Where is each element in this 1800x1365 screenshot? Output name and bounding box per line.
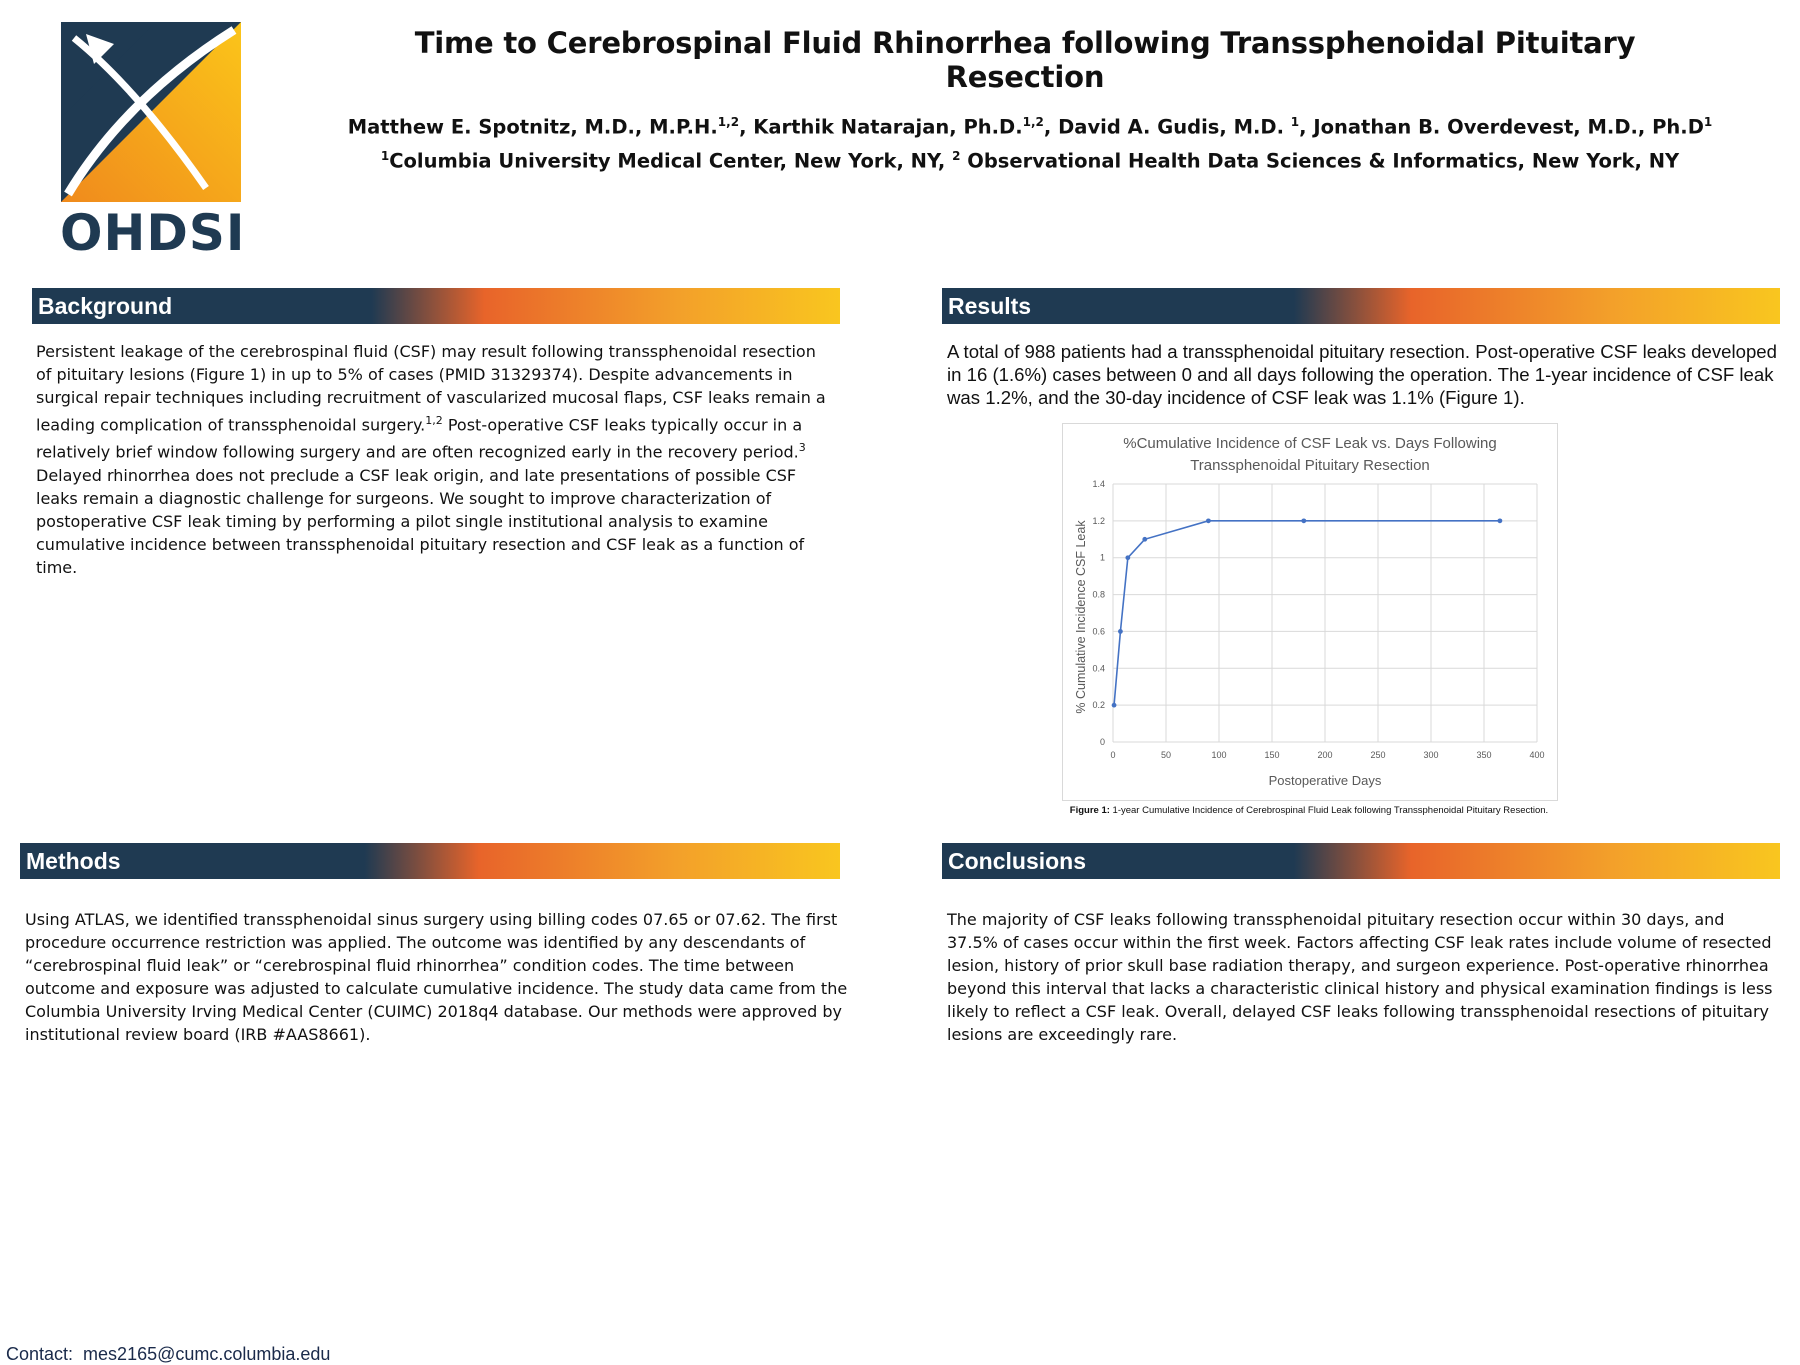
- chart-data-point: [1118, 629, 1123, 634]
- author-affiliation-sup: 1: [1703, 115, 1713, 129]
- chart-x-tick-label: 300: [1423, 750, 1439, 760]
- chart-y-tick-label: 0.8: [1092, 589, 1105, 600]
- chart-data-point: [1301, 518, 1306, 523]
- chart-y-tick-label: 0: [1099, 737, 1105, 747]
- ohdsi-logo: [56, 18, 248, 262]
- author-affiliation-sup: 1,2: [1022, 115, 1044, 129]
- chart-x-tick-label: 150: [1264, 750, 1280, 760]
- chart-data-point: [1206, 518, 1211, 523]
- chart-y-tick-label: 1: [1099, 552, 1105, 563]
- affiliation-sup: 2: [952, 148, 961, 163]
- background-heading: Background: [32, 288, 840, 324]
- chart-x-tick-label: 50: [1160, 750, 1172, 760]
- cumulative-incidence-chart: [1062, 423, 1558, 801]
- affiliation-line: [330, 142, 1730, 176]
- author-name: Matthew E. Spotnitz, M.D., M.P.H.: [347, 115, 718, 139]
- chart-series-line: [1114, 521, 1500, 705]
- contact-email[interactable]: mes2165@cumc.columbia.edu: [83, 1344, 331, 1364]
- background-text-part: Post-operative CSF leaks typically occur in a relatively brief window following surgery and are often recognized early in the recovery period.: [36, 415, 803, 462]
- contact-line: [6, 1344, 330, 1365]
- conclusions-heading: Conclusions: [942, 843, 1780, 879]
- chart-x-tick-label: 350: [1476, 750, 1492, 760]
- figure-caption: [1062, 805, 1556, 816]
- methods-text: Using ATLAS, we identified transsphenoidal sinus surgery using billing codes 07.65 or 07.62. The first procedure occurrence restriction was applied. The outcome was identified by any descendants of “cerebrospinal fluid leak” or “cerebrospinal fluid rhinorrhea” condition codes. The time between outcome and exposure was adjusted to calculate cumulative incidence. The study data came from the Columbia University Irving Medical Center (CUIMC) 2018q4 database. Our methods were approved by institutional review board (IRB #AAS8661).: [25, 910, 848, 1044]
- author-name: David A. Gudis, M.D.: [1058, 115, 1291, 139]
- chart-y-tick-label: 0.6: [1092, 626, 1105, 637]
- contact-label: Contact:: [6, 1344, 74, 1364]
- results-heading: Results: [942, 288, 1780, 324]
- chart-y-tick-label: 1.2: [1092, 515, 1105, 526]
- chart-x-tick-label: 250: [1370, 750, 1386, 760]
- chart-data-point: [1498, 518, 1503, 523]
- chart-y-axis-label: % Cumulative Incidence CSF Leak: [1074, 520, 1088, 714]
- author-line: Matthew E. Spotnitz, M.D., M.P.H.$^{1,2}$, Karthik Natarajan, Ph.D.$^{1,2}$, David A. Gudis, M.D. $^1$, Jonathan B. Overdevest, M.D., $Ph.D^1$: [347, 115, 1713, 139]
- chart-title-line: %Cumulative Incidence of CSF Leak vs. Days Following: [1123, 435, 1497, 452]
- poster-title: Time to Cerebrospinal Fluid Rhinorrhea following Transsphenoidal Pituitary Resection: [414, 26, 1636, 94]
- citation-sup: 1,2: [425, 414, 443, 427]
- chart-svg: [1063, 424, 1557, 800]
- chart-x-tick-label: 400: [1529, 750, 1545, 760]
- chart-y-tick-label: 0.4: [1092, 663, 1105, 674]
- background-text-part: Delayed rhinorrhea does not preclude a CSF leak origin, and late presentations of possible CSF leaks remain a diagnostic challenge for surgeons. We sought to improve characterization of postoperative CSF leak timing by performing a pilot single institutional analysis to examine cumulative incidence between transsphenoidal pituitary resection and CSF leak as a function of time.: [36, 465, 805, 577]
- chart-x-tick-label: 200: [1317, 750, 1333, 760]
- background-text: [36, 340, 836, 579]
- methods-heading: Methods: [20, 843, 840, 879]
- citation-sup: 3: [798, 441, 806, 455]
- author-affiliation-sup: 1,2: [717, 115, 740, 129]
- chart-x-tick-label: 100: [1211, 750, 1227, 760]
- background-text-part: Persistent leakage of the cerebrospinal fluid (CSF) may result following transsphenoidal resection of pituitary lesions (Figure 1) in up to 5% of cases (PMID 31329374). Despite advancements in surgical repair techniques including recruitment of vascularized mucosal flaps, CSF leaks remain a leading complication of transsphenoidal surgery.: [36, 342, 826, 435]
- chart-x-axis-label: Postoperative Days: [1268, 773, 1382, 788]
- chart-series: [1112, 518, 1503, 707]
- chart-y-tick-label: 1.4: [1092, 479, 1105, 489]
- figure-caption-label: Figure 1:: [1069, 805, 1110, 816]
- author-name: Karthik Natarajan, Ph.D.: [753, 115, 1023, 139]
- author-name: Jonathan B. Overdevest, M.D., Ph.D: [1313, 115, 1704, 139]
- results-text: A total of 988 patients had a transsphenoidal pituitary resection. Post-operative CSF leaks developed in 16 (1.6%) cases between 0 and all days following the operation. The 1-year incidence of CSF leak was 1.2%, and the 30-day incidence of CSF leak was 1.1% (Figure 1).: [947, 341, 1777, 408]
- ohdsi-logo-text: OHDSI: [60, 204, 246, 262]
- chart-data-point: [1142, 537, 1147, 542]
- chart-data-point: [1125, 555, 1130, 560]
- chart-grid: [1113, 484, 1537, 742]
- affiliation-sup: 1: [380, 148, 390, 163]
- chart-y-tick-label: 0.2: [1092, 700, 1105, 711]
- author-affiliation-sup: 1: [1290, 115, 1300, 129]
- chart-title-line: Transsphenoidal Pituitary Resection: [1190, 457, 1430, 474]
- author-block: [330, 108, 1730, 175]
- conclusions-text: The majority of CSF leaks following transsphenoidal pituitary resection occur within 30 days, and 37.5% of cases occur within the first week. Factors affecting CSF leak rates include volume of resected lesion, history of prior skull base radiation therapy, and surgeon experience. Post-operative rhinorrhea beyond this interval that lacks a characteristic clinical history and physical examination findings is less likely to reflect a CSF leak. Overall, delayed CSF leaks following transsphenoidal resections of pituitary lesions are exceedingly rare.: [947, 910, 1773, 1044]
- chart-x-tick-label: 0: [1110, 750, 1116, 760]
- affiliation-text: Columbia University Medical Center, New York, NY,: [389, 149, 953, 172]
- figure-caption-text: 1-year Cumulative Incidence of Cerebrospinal Fluid Leak following Transsphenoidal Pituitary Resection.: [1109, 805, 1549, 816]
- chart-data-point: [1112, 703, 1117, 708]
- affiliation-text: Observational Health Data Sciences & Informatics, New York, NY: [960, 149, 1680, 172]
